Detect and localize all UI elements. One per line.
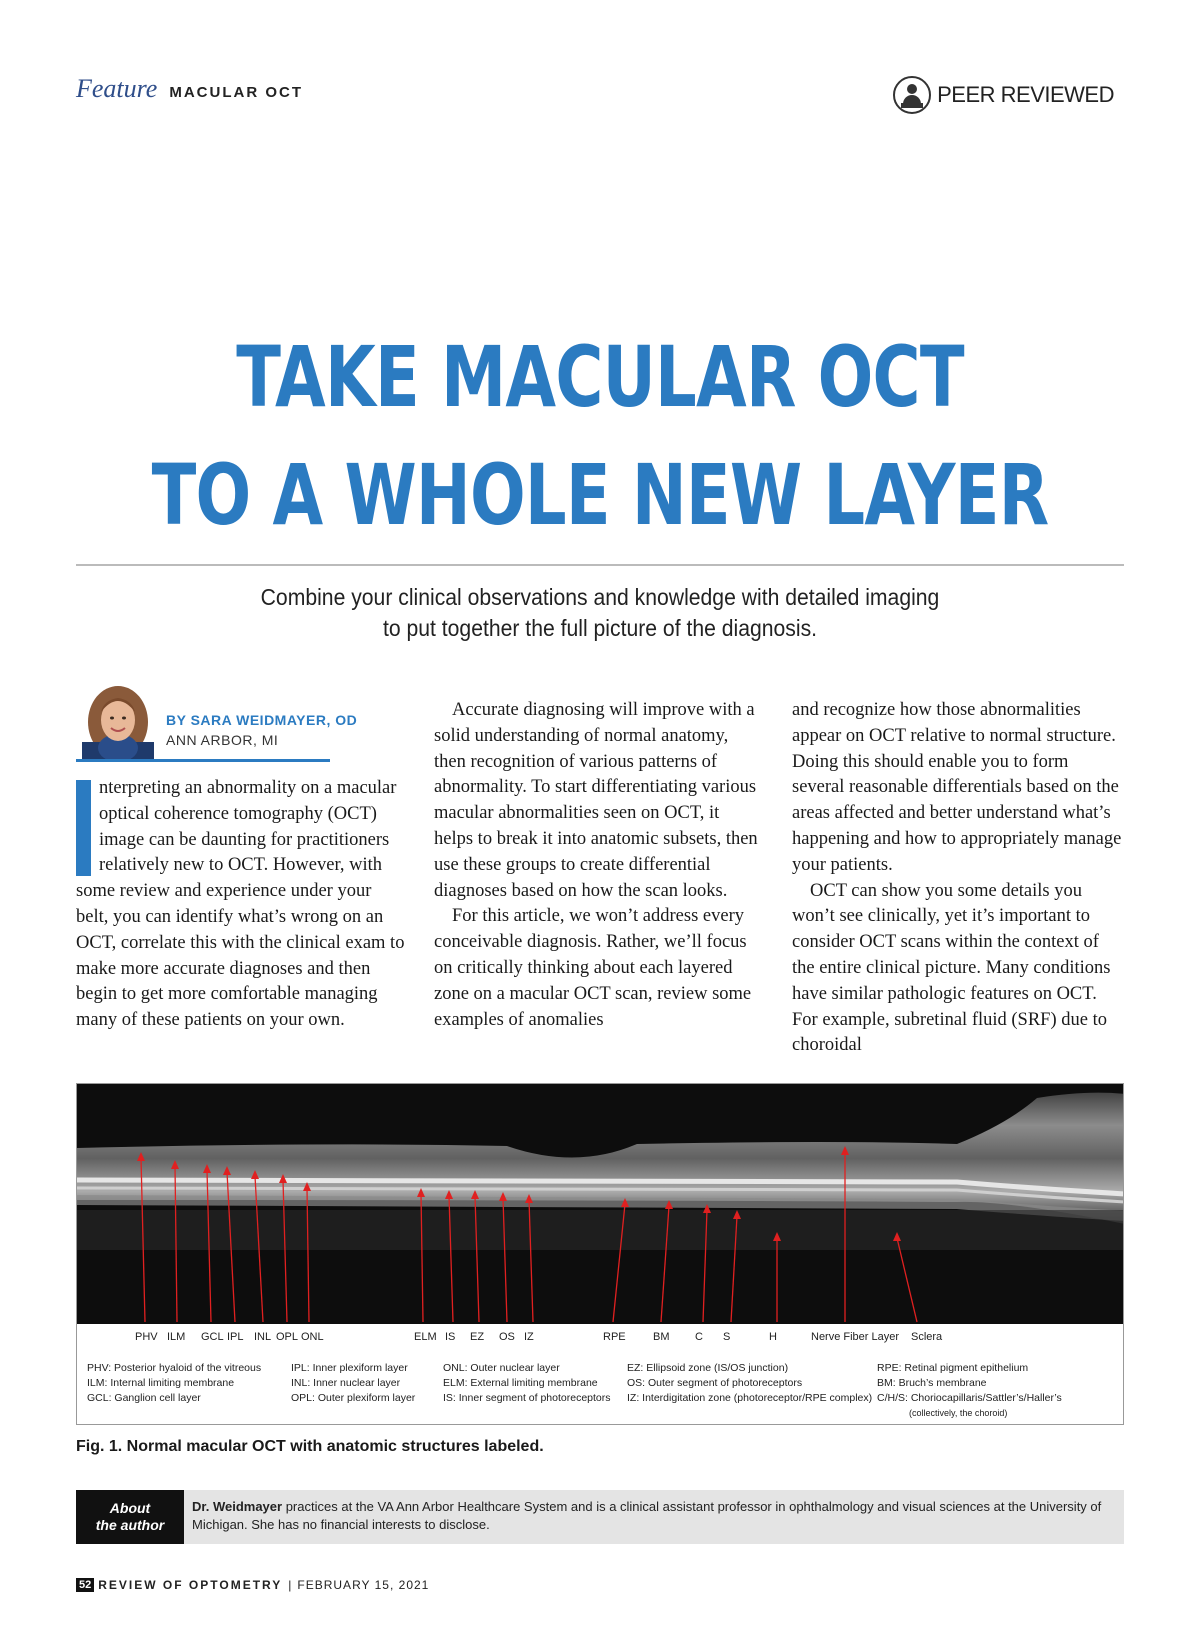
author-name: Dr. Weidmayer	[192, 1499, 283, 1514]
subtitle-line-1: Combine your clinical observations and knowledge with detailed imaging	[260, 584, 940, 610]
title-divider	[76, 564, 1124, 566]
legend-entry: (collectively, the choroid)	[909, 1408, 1008, 1418]
page-number: 52	[76, 1578, 94, 1592]
legend-entry: IZ: Interdigitation zone (photoreceptor/RPE complex)	[627, 1392, 873, 1404]
legend-entry: BM: Bruch’s membrane	[877, 1377, 987, 1389]
oct-figure	[76, 1083, 1124, 1425]
legend-column-3	[443, 1361, 611, 1406]
title-line-1: TAKE MACULAR OCT	[236, 328, 964, 426]
byline-author: BY SARA WEIDMAYER, OD	[166, 712, 358, 728]
body-column-2	[434, 698, 762, 1033]
author-photo	[82, 682, 154, 760]
magazine-name: REVIEW OF OPTOMETRY	[98, 1578, 283, 1592]
about-label-line-2: the author	[95, 1517, 165, 1533]
feature-label: Feature	[76, 74, 158, 103]
body-paragraph: For this article, we won’t address every conceivable diagnosis. Rather, we’ll focus on critically thinking about each layered zone on a macular OCT scan, review some examples of anomalies	[434, 906, 752, 1030]
label-rpe: RPE	[603, 1331, 626, 1343]
label-iz: IZ	[524, 1331, 534, 1343]
label-onl: ONL	[301, 1331, 324, 1343]
article-title	[132, 318, 1068, 554]
peer-reviewed-badge	[893, 76, 1114, 114]
about-label-line-1: About	[109, 1500, 151, 1516]
label-opl: OPL	[276, 1331, 299, 1343]
legend-entry: OPL: Outer plexiform layer	[291, 1392, 416, 1404]
legend-entry: EZ: Ellipsoid zone (IS/OS junction)	[627, 1362, 789, 1374]
peer-reviewed-text: PEER REVIEWED	[937, 82, 1114, 107]
title-line-2: TO A WHOLE NEW LAYER	[151, 446, 1049, 544]
body-column-3	[792, 698, 1124, 1059]
label-ipl: IPL	[227, 1331, 244, 1343]
legend-column-5	[877, 1361, 1062, 1421]
body-paragraph: and recognize how those abnormalities appear on OCT relative to normal structure. Doing this should enable you to form several reasonable differentials based on the areas affected and better understand what’s happening and how to appropriately manage your patients.	[792, 700, 1122, 875]
oct-scan-image	[77, 1084, 1124, 1324]
body-paragraph: Accurate diagnosing will improve with a solid understanding of normal anatomy, then recognition of various patterns of abnormality. To start differentiating various macular abnormalities seen on OCT, it helps to break it into anatomic subsets, then use these groups to create differential diagnoses based on how the scan looks.	[434, 700, 758, 901]
legend-entry: ELM: External limiting membrane	[443, 1377, 598, 1389]
byline-divider	[76, 759, 330, 762]
drop-cap-i	[76, 780, 91, 876]
section-header	[76, 74, 303, 104]
article-subtitle	[186, 582, 1014, 644]
label-inl: INL	[254, 1331, 272, 1343]
byline-location: ANN ARBOR, MI	[166, 732, 279, 748]
label-c: C	[695, 1331, 703, 1343]
label-bm: BM	[653, 1331, 670, 1343]
label-is: IS	[445, 1331, 456, 1343]
legend-column-4	[627, 1361, 872, 1406]
legend-entry: IPL: Inner plexiform layer	[291, 1362, 408, 1374]
legend-entry: RPE: Retinal pigment epithelium	[877, 1362, 1029, 1374]
body-paragraph: nterpreting an abnormality on a macular optical coherence tomography (OCT) image can be daunting for practitioners relatively new to OCT. However, with some review and experience under your belt, you can identify what’s wrong on an OCT, correlate this with the clinical exam to make more accurate diagnoses and then begin to get more comfortable managing many of these patients on your own.	[76, 778, 405, 1031]
legend-entry: OS: Outer segment of photoreceptors	[627, 1377, 803, 1389]
label-s: S	[723, 1331, 731, 1343]
legend-entry: ILM: Internal limiting membrane	[87, 1377, 235, 1389]
label-h: H	[769, 1331, 777, 1343]
legend-entry: PHV: Posterior hyaloid of the vitreous	[87, 1362, 262, 1374]
label-os: OS	[499, 1331, 515, 1343]
figure-caption: Fig. 1. Normal macular OCT with anatomic structures labeled.	[76, 1438, 544, 1455]
label-phv: PHV	[135, 1331, 158, 1343]
label-elm: ELM	[414, 1331, 437, 1343]
subtitle-line-2: to put together the full picture of the diagnosis.	[382, 615, 818, 641]
author-bio: practices at the VA Ann Arbor Healthcare System and is a clinical assistant professor in ophthalmology and visual sciences at the University of Michigan. She has no financial interests to disclose.	[192, 1499, 1102, 1532]
legend-entry: IS: Inner segment of photoreceptors	[443, 1392, 611, 1404]
page-footer	[76, 1578, 429, 1592]
label-ez: EZ	[470, 1331, 485, 1343]
body-column-1	[76, 776, 406, 1034]
legend-entry: INL: Inner nuclear layer	[291, 1377, 401, 1389]
label-sclera: Sclera	[911, 1331, 943, 1343]
label-ilm: ILM	[167, 1331, 186, 1343]
issue-date: FEBRUARY 15, 2021	[297, 1578, 430, 1592]
peer-reviewer-icon	[893, 76, 931, 114]
body-paragraph: OCT can show you some details you won’t see clinically, yet it’s important to consider OCT scans within the context of the entire clinical picture. Many conditions have similar pathologic features on OCT. For example, subretinal fluid (SRF) due to choroidal	[792, 880, 1111, 1056]
about-author-text	[184, 1490, 1124, 1544]
label-nerve-fiber-layer: Nerve Fiber Layer	[811, 1331, 900, 1343]
legend-column-2	[291, 1361, 415, 1406]
footer-separator: |	[288, 1578, 292, 1592]
legend-column-1	[87, 1361, 261, 1406]
about-author-label	[76, 1490, 184, 1544]
legend-entry: C/H/S: Choriocapillaris/Sattler’s/Haller’s	[877, 1392, 1062, 1404]
label-gcl: GCL	[201, 1331, 224, 1343]
section-label: MACULAR OCT	[169, 84, 303, 101]
legend-entry: ONL: Outer nuclear layer	[443, 1362, 560, 1374]
legend-entry: GCL: Ganglion cell layer	[87, 1392, 201, 1404]
